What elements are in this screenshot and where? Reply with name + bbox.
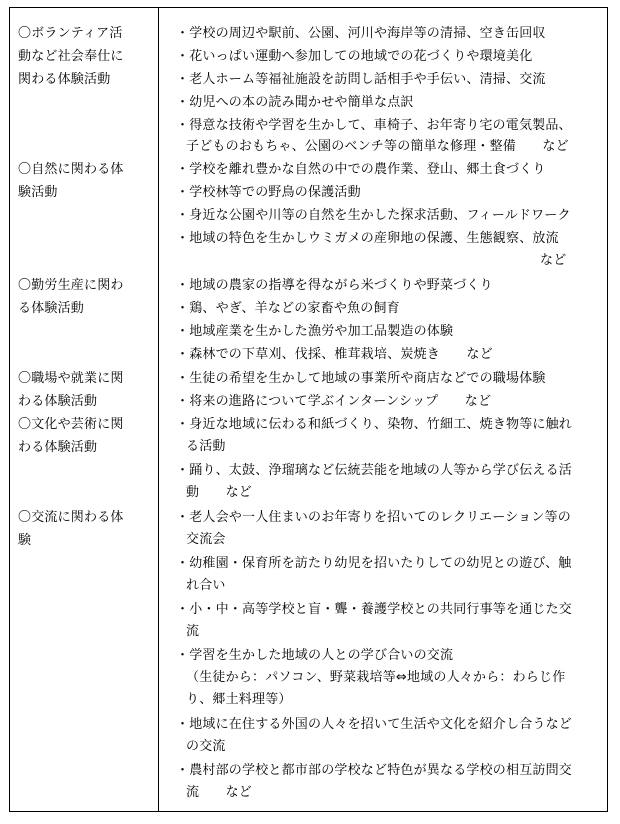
category-culture-line1: 〇文化や芸術に関 — [18, 417, 124, 432]
activity-item: ・小・中・高等学校と盲・聾・養護学校との共同行事等を通じた交 — [176, 602, 573, 617]
activity-item: ・農村部の学校と都市部の学校など特色が異なる学校の相互訪問交 — [176, 763, 573, 778]
activity-item: ・学校を離れ豊かな自然の中での農作業、登山、郷土食づくり — [176, 162, 546, 177]
activity-item: ・地域の農家の指導を得ながら米づくりや野菜づくり — [176, 278, 493, 293]
activity-item: ・将来の進路について学ぶインターンシップ など — [176, 394, 492, 409]
activity-item: ・地域産業を生かした漁労や加工品製造の体験 — [176, 324, 454, 339]
activity-item: ・生徒の希望を生かして地域の事業所や商店などでの職場体験 — [176, 371, 546, 386]
category-culture-line2: わる体験活動 — [18, 440, 98, 455]
activity-item-continuation: る活動 — [186, 439, 226, 454]
activity-item: ・地域に在住する外国の人々を招いて生活や文化を紹介し合うなど — [176, 717, 573, 732]
activity-item-continuation: 流 — [186, 624, 200, 639]
column-divider — [158, 8, 159, 811]
activity-item: ・鶏、やぎ、羊などの家畜や魚の飼育 — [176, 301, 400, 316]
activity-item-continuation: 交流会 — [186, 532, 226, 547]
category-volunteer-line1: 〇ボランティア活 — [18, 26, 123, 41]
activity-item-continuation: 子どものおもちゃ、公園のベンチ等の簡単な修理・整備 など — [186, 139, 569, 154]
category-exchange-line2: 験 — [18, 533, 32, 548]
activity-item-continuation: れ合い — [186, 578, 226, 593]
category-volunteer-line3: 関わる体験活動 — [18, 72, 111, 87]
activity-item: ・森林での下草刈、伐採、椎茸栽培、炭焼き など — [176, 347, 493, 362]
category-labor-line1: 〇勤労生産に関わ — [18, 278, 124, 293]
activity-item-continuation: （生徒から：パソコン、野菜栽培等⇔地域の人々から：わらじ作 — [186, 670, 566, 685]
activity-item: ・学習を生かした地域の人との学び合いの交流 — [176, 648, 454, 663]
activity-table — [9, 7, 608, 812]
activity-item: ・得意な技術や学習を生かして、車椅子、お年寄り宅の電気製品、 — [176, 118, 572, 133]
activity-item-tail: など — [540, 253, 567, 268]
activity-item: ・老人会や一人住まいのお年寄りを招いてのレクリエーション等の — [176, 510, 571, 525]
category-nature-line2: 験活動 — [18, 185, 58, 200]
activity-item: ・地域の特色を生かしウミガメの産卵地の保護、生態観察、放流 — [176, 231, 559, 246]
activity-item: ・花いっぱい運動へ参加しての地域での花づくりや環境美化 — [176, 49, 533, 64]
category-workplace-line1: 〇職場や就業に関 — [18, 371, 124, 386]
activity-item-continuation: 動 など — [186, 485, 253, 500]
activity-item: ・身近な公園や川等の自然を生かした探求活動、フィールドワーク — [176, 208, 571, 223]
activity-item: ・踊り、太鼓、浄瑠璃など伝統芸能を地域の人等から学び伝える活 — [176, 463, 573, 478]
activity-item: ・老人ホーム等福祉施設を訪問し話相手や手伝い、清掃、交流 — [176, 72, 546, 87]
category-nature-line1: 〇自然に関わる体 — [18, 162, 124, 177]
activity-item: ・幼児への本の読み聞かせや簡単な点訳 — [176, 95, 414, 110]
category-volunteer-line2: 動など社会奉仕に — [18, 49, 124, 64]
category-workplace-line2: わる体験活動 — [18, 394, 98, 409]
activity-item-continuation: り、郷土料理等） — [186, 692, 292, 707]
activity-item: ・幼稚園・保育所を訪たり幼児を招いたりしての幼児との遊び、触 — [176, 556, 572, 571]
category-labor-line2: る体験活動 — [18, 301, 85, 316]
activity-item-continuation: 流 など — [186, 785, 253, 800]
category-exchange-line1: 〇交流に関わる体 — [18, 510, 124, 525]
activity-item: ・学校の周辺や駅前、公園、河川や海岸等の清掃、空き缶回収 — [176, 26, 546, 41]
activity-item: ・身近な地域に伝わる和紙づくり、染物、竹細工、焼き物等に触れ — [176, 417, 573, 432]
activity-item-continuation: の交流 — [186, 739, 226, 754]
activity-item: ・学校林等での野鳥の保護活動 — [176, 185, 361, 200]
